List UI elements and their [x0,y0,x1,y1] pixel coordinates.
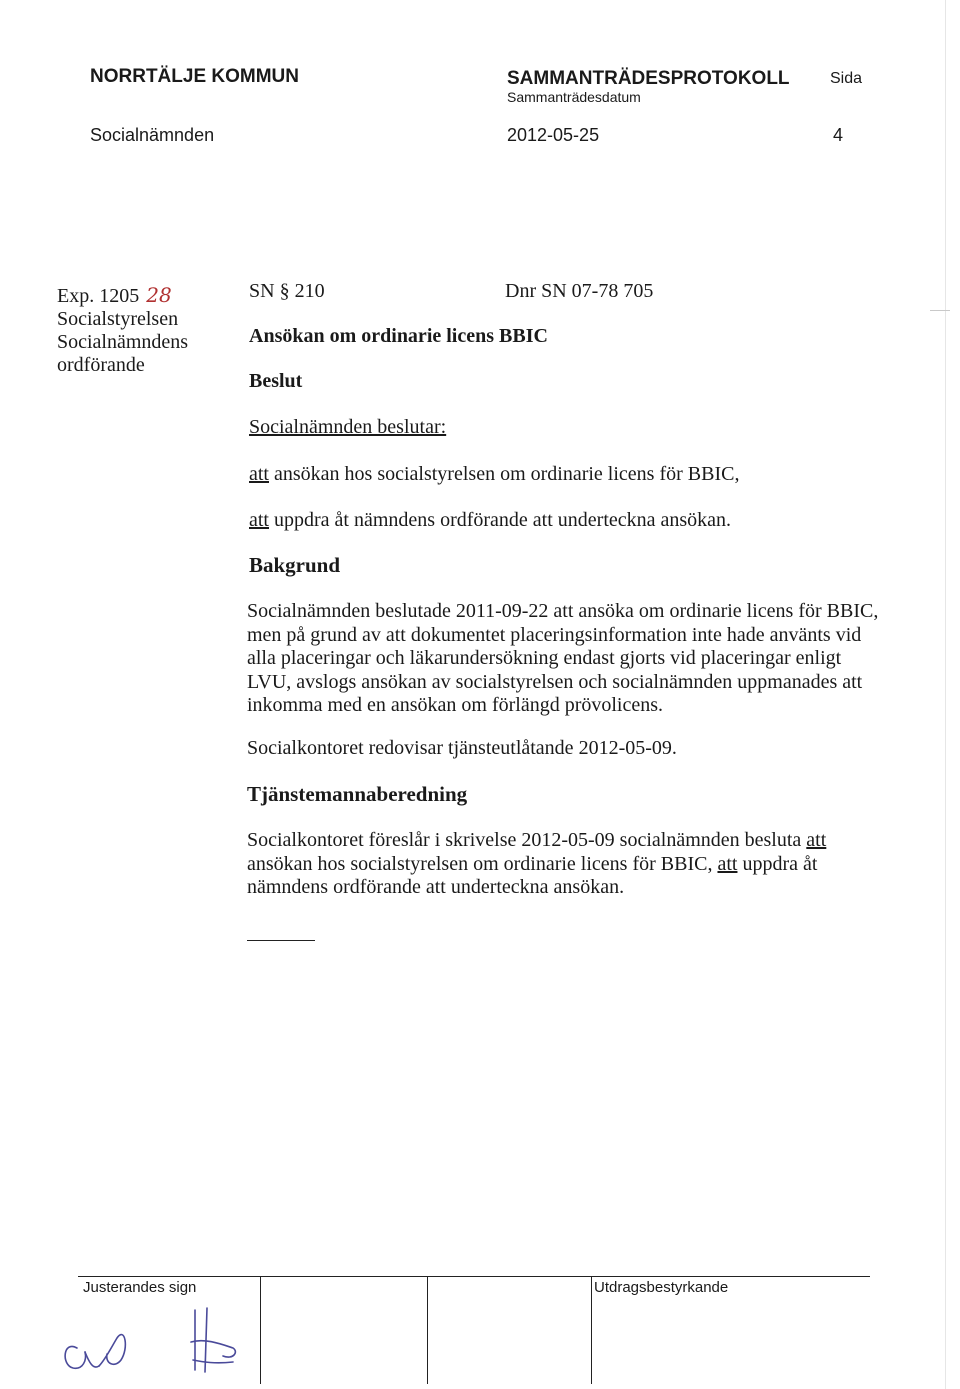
decision-heading: Beslut [249,370,303,392]
recipient-3: ordförande [57,354,145,376]
background-heading: Bakgrund [249,553,341,577]
organization-name: NORRTÄLJE KOMMUN [90,66,299,87]
item-title: Ansökan om ordinarie licens BBIC [249,325,548,347]
background-line: inkomma med en ansökan om förlängd prövolicens. [247,694,664,716]
committee-name: Socialnämnden [90,125,215,145]
background-line: men på grund av att dokumentet placeringsinformation inte hade använts vid [247,623,862,646]
background-line: Socialnämnden beslutade 2011-09-22 att ansöka om ordinarie licens för BBIC, [247,600,879,622]
meeting-date-label: Sammanträdesdatum [507,89,641,105]
section-number: SN § 210 [249,280,325,302]
end-divider [247,940,315,941]
preparation-line-3: nämndens ordförande att underteckna ansökan. [247,876,625,898]
protocol-title: SAMMANTRÄDESPROTOKOLL [507,68,790,89]
decision-1-text: ansökan hos socialstyrelsen om ordinarie licens för BBIC, [269,463,740,485]
background-note: Socialkontoret redovisar tjänsteutlåtande 2012-05-09. [247,737,677,759]
expedition-handwritten-number: 28 [146,283,172,307]
recipient-2: Socialnämndens [57,331,189,353]
background-paragraph [247,600,887,718]
preparation-line-1 [247,829,887,853]
preparation-line-2-tail: uppdra åt [737,852,818,875]
decision-intro: Socialnämnden beslutar: [249,416,447,438]
scan-tick [930,310,950,311]
footer-divider-1 [260,1276,261,1384]
justerandes-sign-label: Justerandes sign [83,1279,197,1296]
expedition-note [57,283,172,308]
footer-top-border [78,1276,870,1277]
scan-edge-line [945,0,946,1389]
preparation-paragraph [247,829,887,900]
dnr-number: Dnr SN 07-78 705 [505,280,654,302]
expedition-prefix: Exp. 1205 [57,285,140,307]
preparation-line-2 [247,853,887,877]
recipient-1: Socialstyrelsen [57,308,179,330]
decision-1 [249,463,739,486]
preparation-line-1-text: Socialkontoret föreslår i skrivelse 2012-05-09 socialnämnden besluta [247,829,807,851]
preparation-line-2-text: ansökan hos socialstyrelsen om ordinarie licens för BBIC, [247,852,718,875]
page-label: Sida [830,70,863,87]
footer-divider-2 [427,1276,428,1384]
preparation-line-2-att: att [717,852,738,875]
signature-initials-graphic [55,1290,255,1385]
decision-2-att: att [249,509,269,531]
background-line: LVU, avslogs ansökan av socialstyrelsen och socialnämnden uppmanades att [247,670,863,693]
decision-2-text: uppdra åt nämndens ordförande att underteckna ansökan. [269,509,732,531]
preparation-heading: Tjänstemannaberedning [247,782,468,806]
background-line: alla placeringar och läkarundersökning endast gjorts vid placeringar enligt [247,647,842,669]
decision-1-att: att [249,463,269,485]
page-number: 4 [833,125,844,145]
meeting-date: 2012-05-25 [507,125,600,145]
footer-divider-3 [591,1276,592,1384]
utdragsbestyrkande-label: Utdragsbestyrkande [594,1279,729,1296]
decision-2 [249,509,731,532]
preparation-line-1-att: att [806,829,827,851]
